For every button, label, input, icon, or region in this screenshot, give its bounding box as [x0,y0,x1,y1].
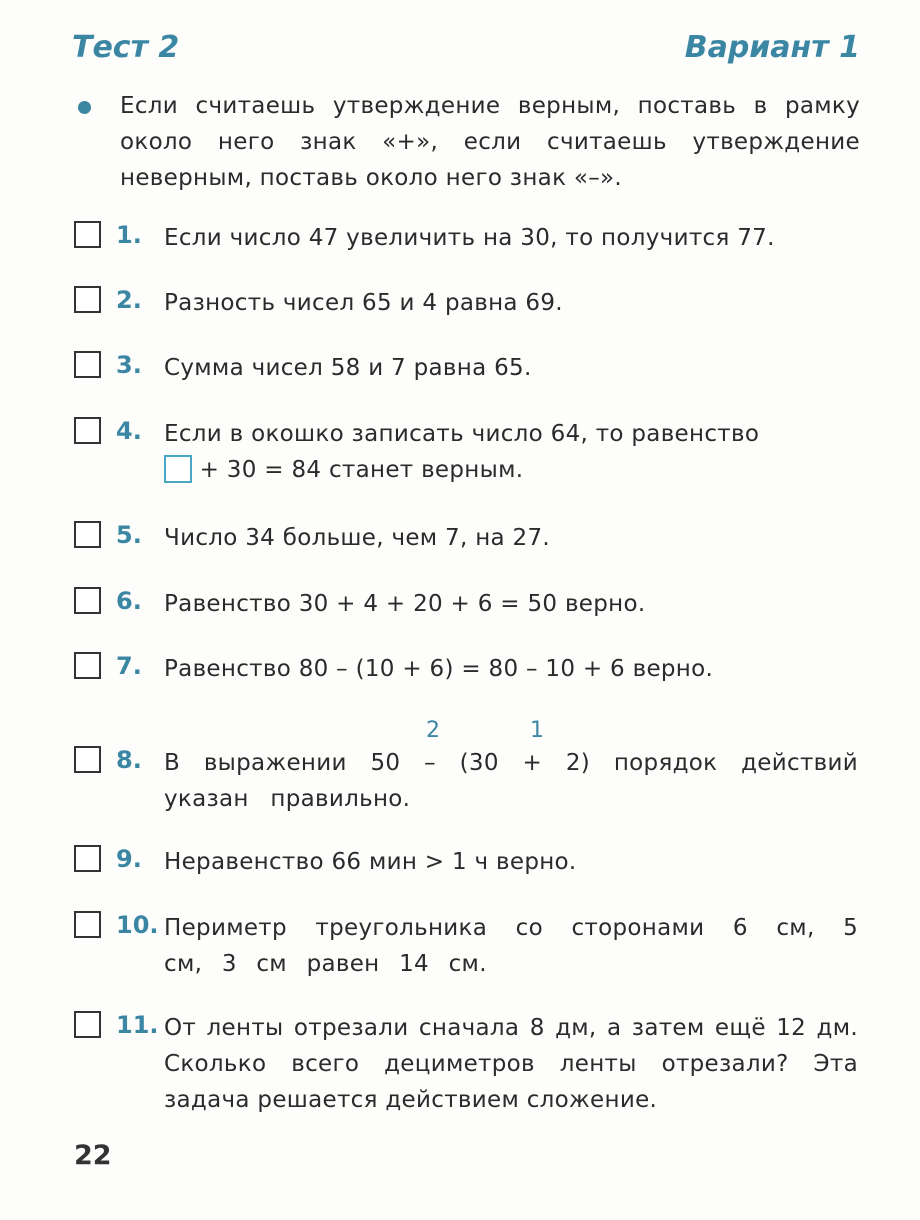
item-number: 9. [116,845,142,873]
statement-text: От ленты отрезали сначала 8 дм, а затем ещё 12 дм. Сколько всего дециметров ленты отрезали? Эта задача решается действием сложение. [164,1015,858,1113]
item-number: 10. [116,911,159,939]
answer-checkbox-2[interactable] [74,286,101,313]
variant-title: Вариант 1 [684,30,860,65]
order-mark-2: 2 [426,718,440,743]
statement-text [164,416,858,488]
answer-checkbox-11[interactable] [74,1011,101,1038]
order-mark-1: 1 [530,718,544,743]
answer-checkbox-8[interactable] [74,746,101,773]
instruction-text: Если считаешь утверждение верным, поставь в рамку около него знак «+», если считаешь утверждение неверным, поставь около него знак «–». [120,93,860,191]
answer-checkbox-10[interactable] [74,911,101,938]
answer-checkbox-5[interactable] [74,521,101,548]
item-number: 11. [116,1011,159,1039]
item-number: 2. [116,286,142,314]
statement-text-line-2 [164,452,858,488]
item-number: 5. [116,521,142,549]
statement-text: Периметр треугольника со сторонами 6 см, 5 см, 3 см равен 14 см. [164,915,858,977]
bullet-icon [78,101,91,114]
page-number: 22 [74,1140,112,1171]
item-number: 7. [116,652,142,680]
test-title: Тест 2 [72,30,180,65]
statement-text: Сумма чисел 58 и 7 равна 65. [164,355,532,381]
item-number: 8. [116,746,142,774]
item-number: 1. [116,221,142,249]
equation-text: + 30 = 84 станет верным. [199,457,524,483]
statement-text-line-1: Если в окошко записать число 64, то равенство [164,421,760,447]
answer-checkbox-6[interactable] [74,587,101,614]
answer-checkbox-3[interactable] [74,351,101,378]
item-number: 6. [116,587,142,615]
item-number: 4. [116,417,142,445]
item-number: 3. [116,351,142,379]
statement-text: Разность чисел 65 и 4 равна 69. [164,290,563,316]
statement-text: В выражении 50 – (30 + 2) порядок действий указан правильно. [164,750,858,812]
answer-checkbox-9[interactable] [74,845,101,872]
statement-text: Равенство 80 – (10 + 6) = 80 – 10 + 6 верно. [164,656,714,682]
statement-text: Если число 47 увеличить на 30, то получится 77. [164,225,775,251]
answer-checkbox-7[interactable] [74,652,101,679]
statement-text: Неравенство 66 мин > 1 ч верно. [164,849,577,875]
statement-text: Число 34 больше, чем 7, на 27. [164,525,551,551]
answer-checkbox-1[interactable] [74,221,101,248]
statement-text: Равенство 30 + 4 + 20 + 6 = 50 верно. [164,591,646,617]
blank-window-box[interactable] [164,455,192,483]
answer-checkbox-4[interactable] [74,417,101,444]
